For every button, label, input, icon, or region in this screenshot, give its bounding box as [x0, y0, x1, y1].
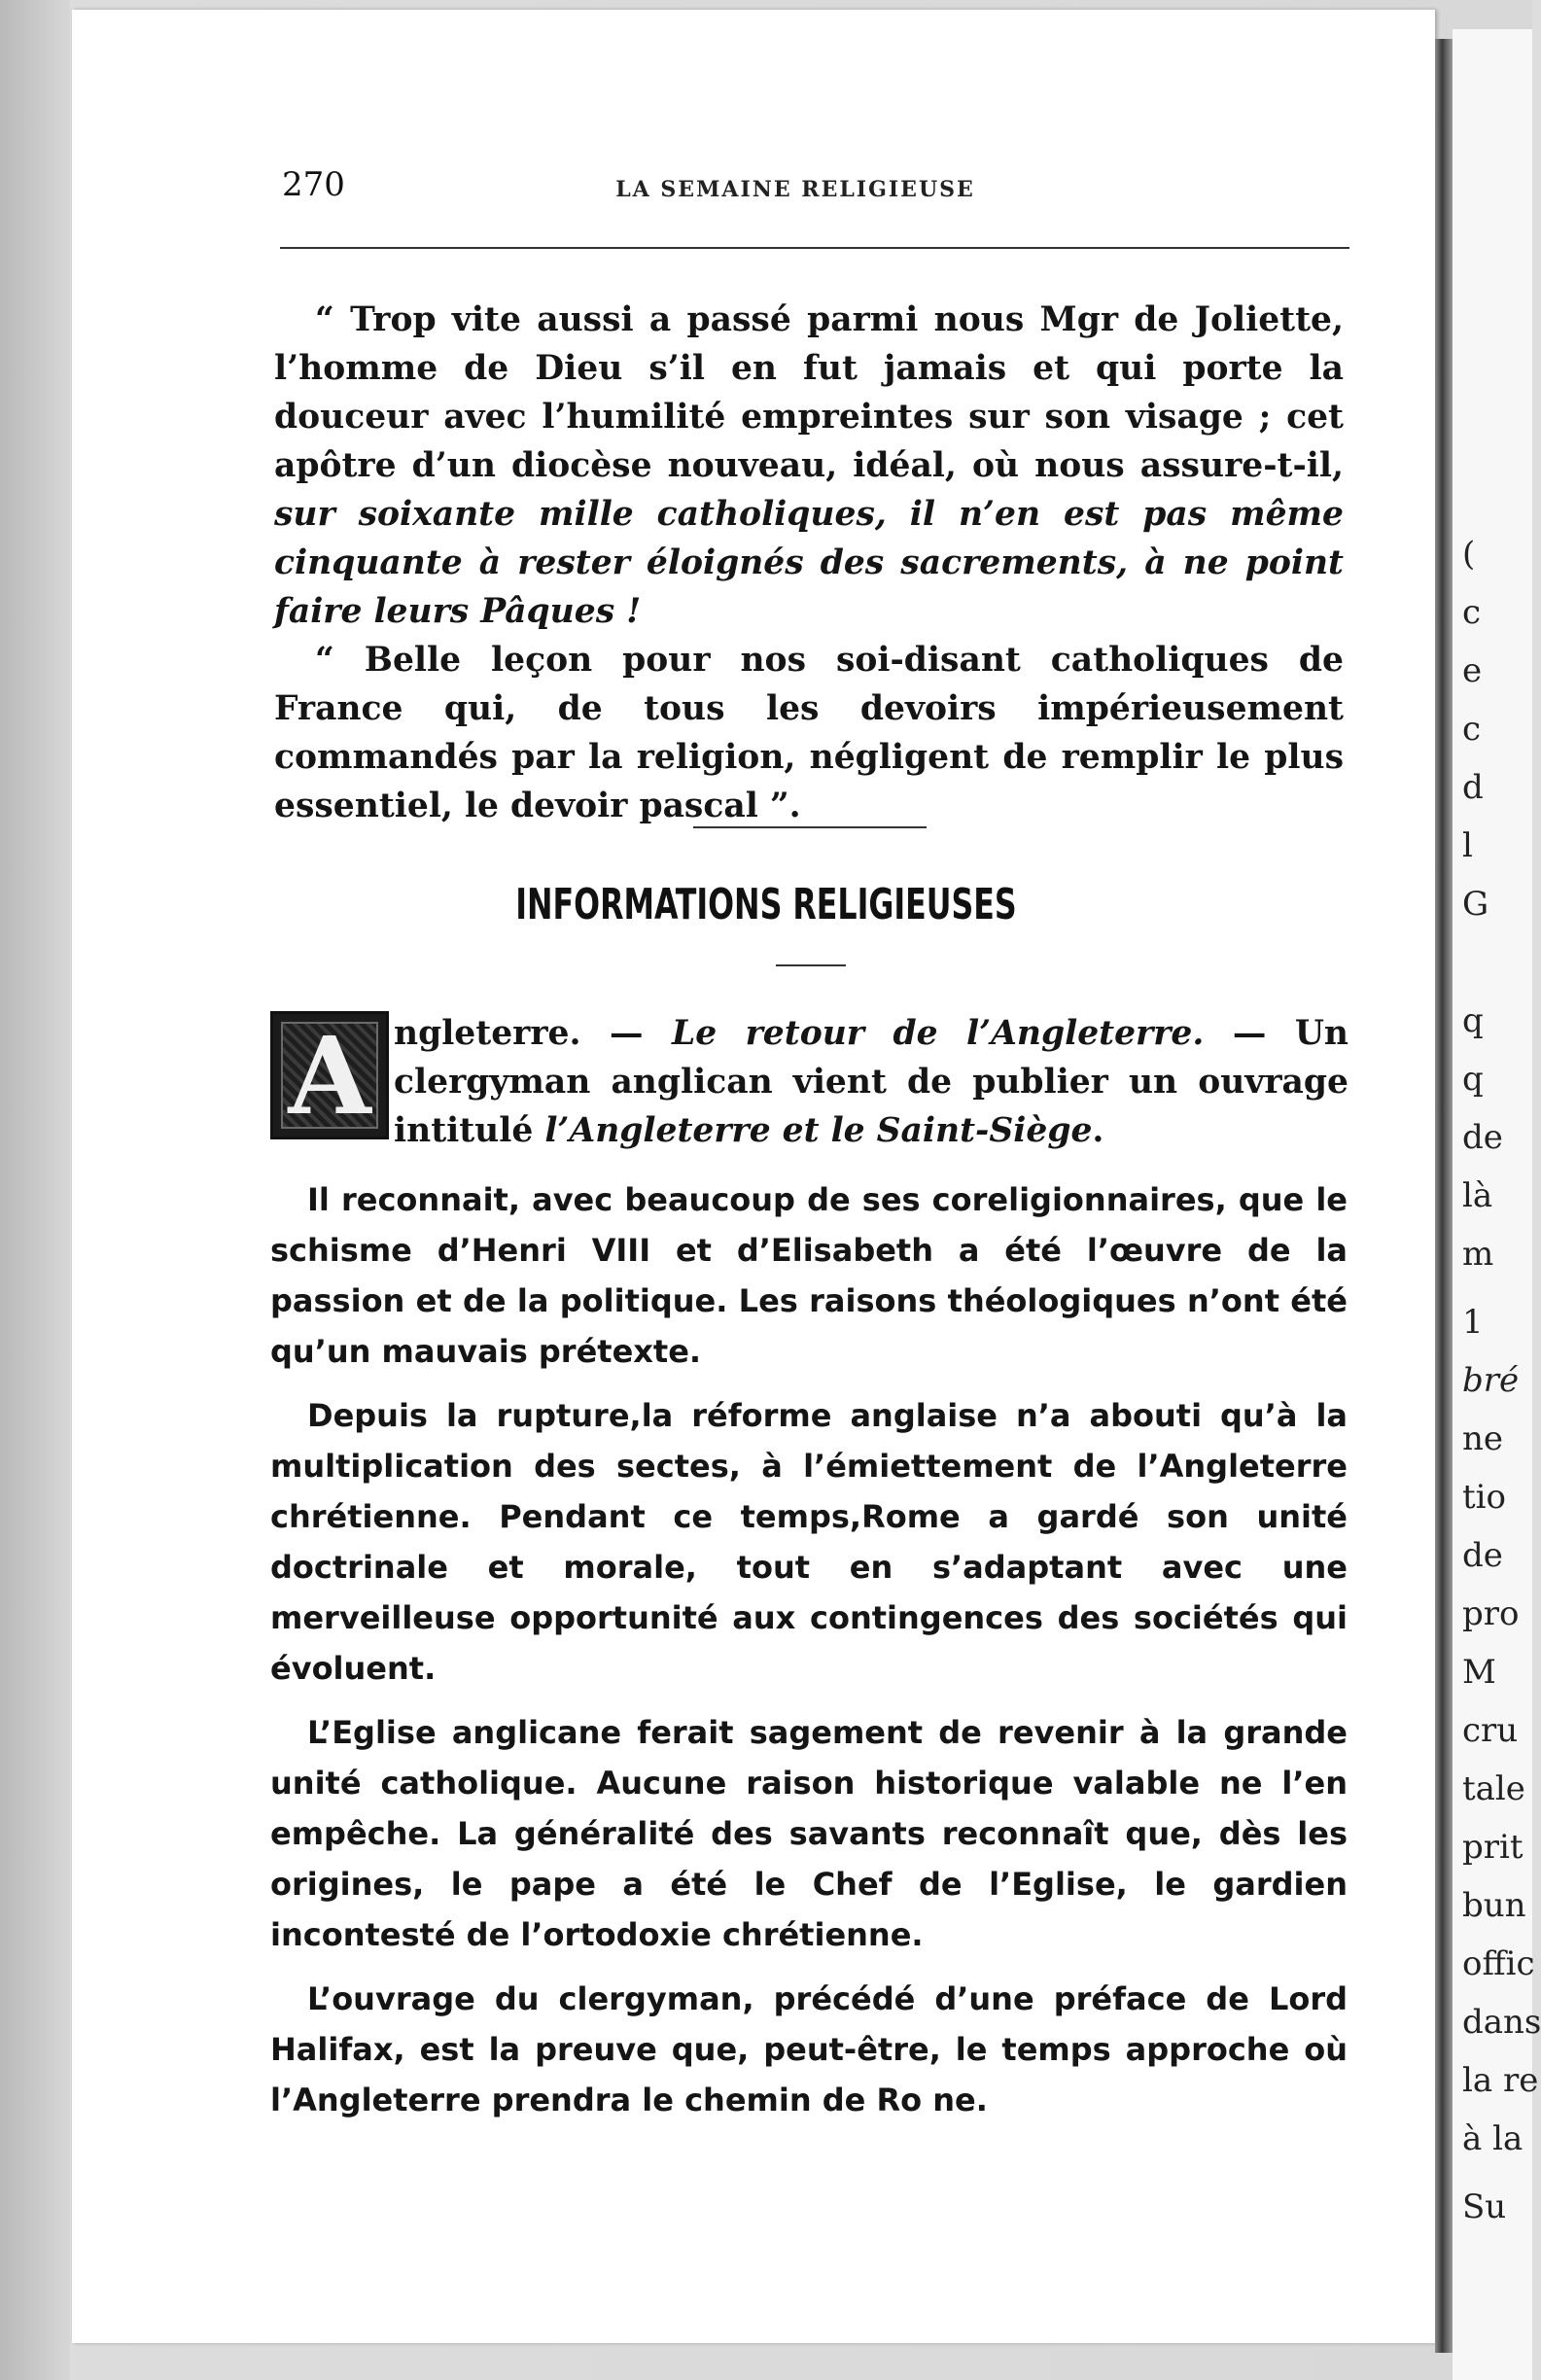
facing-fragment: bun: [1462, 1886, 1526, 1925]
facing-fragment: de: [1462, 1118, 1503, 1157]
facing-fragment: cru: [1462, 1711, 1519, 1750]
facing-fragment: Su: [1462, 2188, 1507, 2226]
article-paragraph: Il reconnait, avec beaucoup de ses coreligionnaires, que le schisme d’Henri VIII et d’Elisabeth a été l’œuvre de la passion et de la politique. Les raisons théologiques n’ont été qu’un mauvais prétexte.: [270, 1181, 1348, 1370]
quote-block: [274, 296, 1344, 830]
article-paragraph: L’Eglise anglicane ferait sagement de revenir à la grande unité catholique. Aucune raison historique valable ne l’en empêche. La généralité des savants reconnaît que, dès les origines, le pape a été le Chef de l’Eglise, le gardien incontesté de l’ortodoxie chrétienne.: [270, 1714, 1348, 1953]
section-divider: [693, 826, 927, 828]
running-title: LA SEMAINE RELIGIEUSE: [615, 177, 975, 202]
section-heading: INFORMATIONS RELIGIEUSES: [515, 880, 1017, 929]
facing-fragment: 1: [1462, 1303, 1484, 1342]
facing-fragment: là: [1462, 1176, 1493, 1215]
facing-fragment: bré: [1462, 1361, 1520, 1400]
quote-text: “ Trop vite aussi a passé parmi nous Mgr de Joliette, l’homme de Dieu s’il en fut jamais et qui porte la douceur avec l’humilité empreintes sur son visage ; cet apôtre d’un diocèse nouveau, idéal, où nous assure-t-il,: [274, 300, 1344, 485]
quote-paragraph-2: “ Belle leçon pour nos soi-disant catholiques de France qui, de tous les devoirs impérieusement commandés par la religion, négligent de remplir le plus essentiel, le devoir pascal ”.: [274, 641, 1344, 825]
dropcap-letter: A: [288, 1013, 371, 1138]
lead-paragraph: ngleterre. — Le retour de l’Angleterre. — Un clergyman anglican vient de publier un ouvrage intitulé l’Angleterre et le Saint-Siège.: [394, 1014, 1348, 1150]
facing-fragment: dans: [1462, 2003, 1541, 2042]
facing-fragment: G: [1462, 885, 1489, 924]
facing-fragment: offic: [1462, 1944, 1535, 1983]
facing-fragment: q: [1462, 1001, 1484, 1040]
facing-fragment: m: [1462, 1235, 1494, 1274]
book-gutter: [1435, 39, 1453, 2353]
lead-dash: —: [580, 1014, 672, 1053]
lead-word: ngleterre.: [394, 1014, 581, 1053]
lead-subtitle: Le retour de l’Angleterre.: [671, 1014, 1205, 1053]
facing-fragment: prit: [1462, 1828, 1523, 1867]
article-paragraph: Depuis la rupture,la réforme anglaise n’a abouti qu’à la multiplication des sectes, à l’émiettement de l’Angleterre chrétienne. Pendant ce temps,Rome a gardé son unité doctrinale et morale, tout en s’adaptant avec une merveilleuse opportunité aux contingences des sociétés qui évoluent.: [270, 1397, 1348, 1687]
facing-fragment: c: [1462, 710, 1482, 749]
quote-italic: sur soixante mille catholiques, il n’en est pas même cinquante à rester éloignés des sacrements, à ne point faire leurs Pâques !: [274, 495, 1344, 631]
article-paragraph: L’ouvrage du clergyman, précédé d’une préface de Lord Halifax, est la preuve que, peut-être, le temps approche où l’Angleterre prendra le chemin de Ro ne.: [270, 1980, 1348, 2118]
facing-fragment: l: [1462, 826, 1473, 865]
facing-fragment: tale: [1462, 1769, 1525, 1808]
book-title: l’Angleterre et le Saint-Siège: [544, 1111, 1093, 1150]
lead-rest: — Un clergyman anglican vient de publier un ouvrage intitulé: [394, 1014, 1348, 1150]
facing-fragment: (: [1462, 535, 1476, 574]
left-page-edge: [0, 0, 70, 2380]
facing-fragment: de: [1462, 1536, 1503, 1575]
heading-underline: [776, 964, 846, 966]
facing-fragment: q: [1462, 1060, 1484, 1099]
header-rule: [280, 247, 1349, 249]
article-body: [270, 1174, 1348, 2139]
ornamental-dropcap: [270, 1011, 389, 1139]
facing-fragment: c: [1462, 593, 1482, 632]
facing-fragment: e: [1462, 651, 1483, 690]
quote-paragraph-1: [274, 296, 1344, 636]
facing-fragment: la re: [1462, 2061, 1539, 2100]
facing-page: [1453, 29, 1541, 2380]
facing-fragment: pro: [1462, 1594, 1520, 1633]
facing-fragment: tio: [1462, 1478, 1507, 1517]
facing-fragment: à la: [1462, 2119, 1523, 2158]
facing-fragment: d: [1462, 768, 1484, 807]
page-number: 270: [282, 165, 345, 204]
facing-fragment: ne: [1462, 1419, 1504, 1458]
facing-fragment: M: [1462, 1653, 1496, 1692]
